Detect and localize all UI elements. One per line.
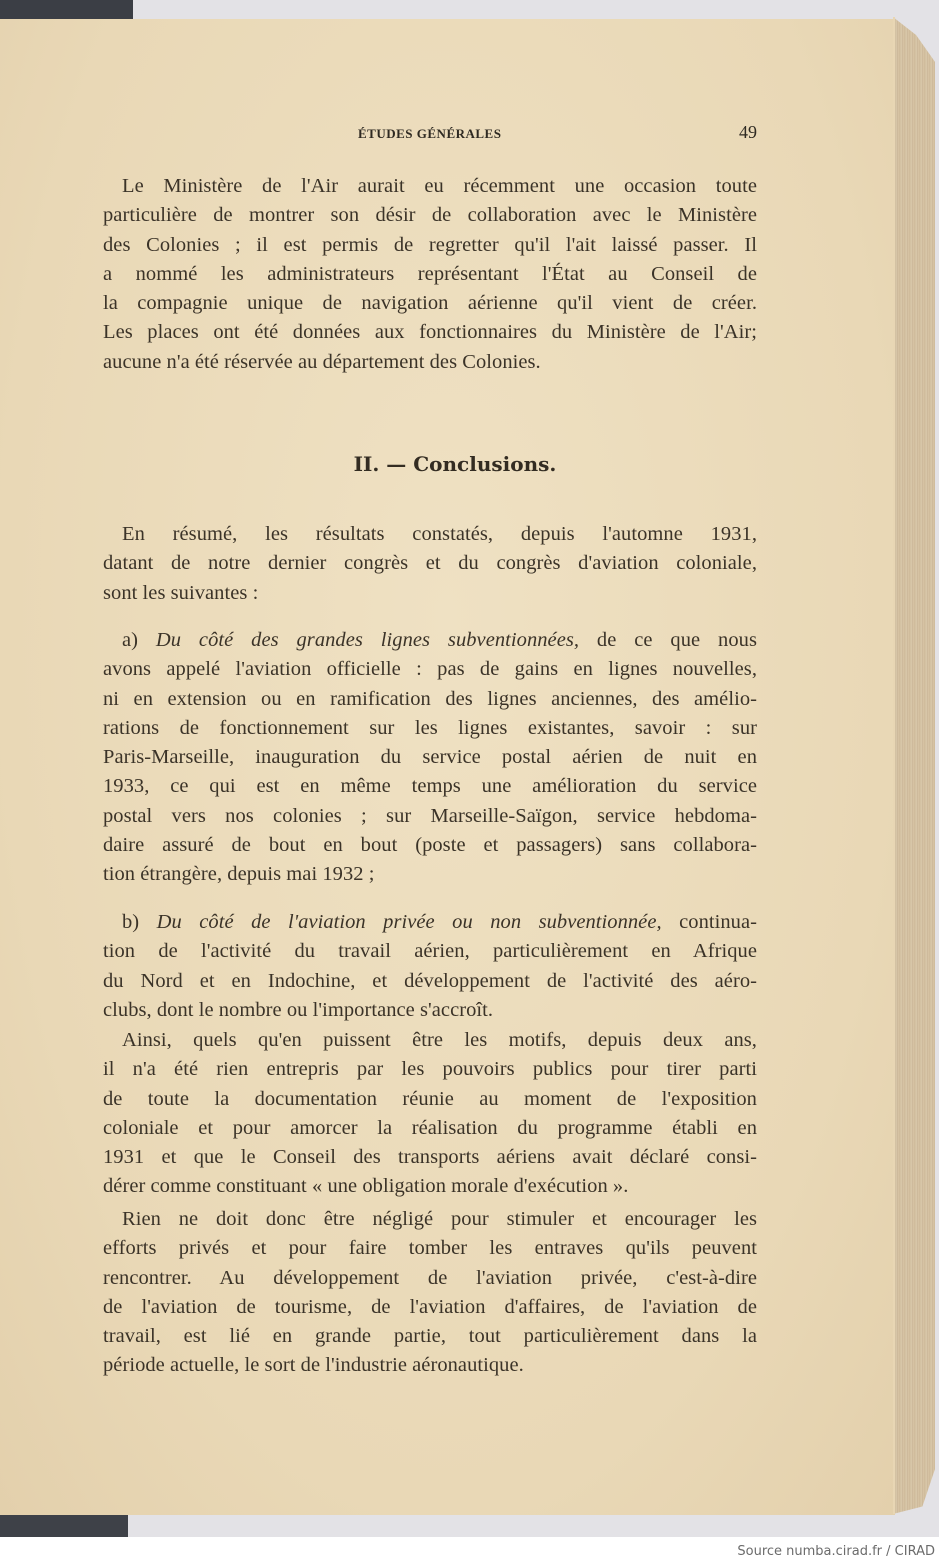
text-line bbox=[103, 626, 757, 655]
text-line: de toute la documentation réunie au moment de l'exposition bbox=[103, 1087, 757, 1110]
paragraph-ministere bbox=[103, 172, 757, 377]
text-run: de ce que nous bbox=[596, 629, 757, 651]
text-line: postal vers nos colonies ; sur Marseille-Saïgon, service hebdoma- bbox=[103, 804, 757, 827]
text-line: dérer comme constituant « une obligation morale d'exécution ». bbox=[103, 1175, 629, 1198]
text-line: tion de l'activité du travail aérien, particulièrement en Afrique bbox=[103, 940, 757, 963]
text-line: clubs, dont le nombre ou l'importance s'accroît. bbox=[103, 998, 494, 1021]
text-line: sont les suivantes : bbox=[103, 581, 259, 604]
text-line: ni en extension ou en ramification des lignes anciennes, des amélio- bbox=[103, 687, 757, 710]
text-line: Le Ministère de l'Air aurait eu récemment une occasion toute bbox=[122, 175, 757, 197]
paragraph-resume bbox=[103, 520, 757, 608]
text-line: Ainsi, quels qu'en puissent être les motifs, depuis deux ans, bbox=[122, 1029, 757, 1051]
text-line: travail, est lié en grande partie, tout particulièrement dans la bbox=[103, 1325, 757, 1348]
section-heading bbox=[103, 452, 757, 476]
paragraph-b-aviation-privee bbox=[103, 908, 757, 1025]
section-heading-text: II. — Conclusions. bbox=[353, 452, 557, 476]
text-line: 1931 et que le Conseil des transports aériens avait déclaré consi- bbox=[103, 1146, 757, 1169]
text-line: Rien ne doit donc être négligé pour stimuler et encourager les bbox=[122, 1208, 757, 1230]
page-edge-highlight bbox=[893, 17, 895, 1514]
text-line: daire assuré de bout en bout (poste et passagers) sans collabora- bbox=[103, 834, 757, 857]
text-run: continua- bbox=[679, 911, 758, 933]
text-line: rencontrer. Au développement de l'aviation privée, c'est-à-dire bbox=[103, 1266, 757, 1289]
paragraph-rien bbox=[103, 1205, 757, 1381]
text-line: Paris-Marseille, inauguration du service postal aérien de nuit en bbox=[103, 746, 757, 769]
running-head bbox=[103, 122, 757, 146]
text-line: de l'aviation de tourisme, de l'aviation d'affaires, de l'aviation de bbox=[103, 1295, 757, 1318]
paragraph-ainsi bbox=[103, 1026, 757, 1202]
text-line: période actuelle, le sort de l'industrie aéronautique. bbox=[103, 1354, 524, 1377]
italic-lead: Du côté de l'aviation privée ou non subventionnée, bbox=[156, 911, 662, 933]
item-label: b) bbox=[122, 911, 140, 933]
text-line: la compagnie unique de navigation aérienne qu'il vient de créer. bbox=[103, 292, 757, 315]
text-line: En résumé, les résultats constatés, depuis l'automne 1931, bbox=[122, 523, 757, 545]
page-stack-edge bbox=[893, 17, 935, 1514]
scanner-bed-top bbox=[0, 0, 133, 20]
item-label: a) bbox=[122, 629, 139, 651]
text-line: datant de notre dernier congrès et du congrès d'aviation coloniale, bbox=[103, 552, 757, 575]
text-line: a nommé les administrateurs représentant l'État au Conseil de bbox=[103, 262, 757, 285]
text-line: tion étrangère, depuis mai 1932 ; bbox=[103, 863, 375, 886]
text-line: aucune n'a été réservée au département des Colonies. bbox=[103, 350, 541, 373]
paragraph-a-grandes-lignes bbox=[103, 626, 757, 890]
source-caption: Source numba.cirad.fr / CIRAD bbox=[737, 1544, 935, 1559]
text-line: 1933, ce qui est en même temps une amélioration du service bbox=[103, 775, 757, 798]
text-line: coloniale et pour amorcer la réalisation du programme établi en bbox=[103, 1116, 757, 1139]
text-line: particulière de montrer son désir de collaboration avec le Ministère bbox=[103, 204, 757, 227]
text-line: des Colonies ; il est permis de regretter qu'il l'ait laissé passer. Il bbox=[103, 233, 757, 256]
scanner-bed-bottom bbox=[0, 1514, 128, 1537]
text-line: Les places ont été données aux fonctionnaires du Ministère de l'Air; bbox=[103, 321, 757, 344]
text-line: il n'a été rien entrepris par les pouvoirs publics pour tirer parti bbox=[103, 1058, 757, 1081]
running-title: ÉTUDES GÉNÉRALES bbox=[358, 126, 502, 141]
page-number: 49 bbox=[739, 122, 757, 142]
italic-lead: Du côté des grandes lignes subventionnées, bbox=[155, 629, 580, 651]
text-line bbox=[103, 908, 757, 937]
text-line: du Nord et en Indochine, et développement de l'activité des aéro- bbox=[103, 969, 757, 992]
text-line: rations de fonctionnement sur les lignes existantes, savoir : sur bbox=[103, 716, 757, 739]
text-line: efforts privés et pour faire tomber les entraves qu'ils peuvent bbox=[103, 1237, 757, 1260]
text-line: avons appelé l'aviation officielle : pas de gains en lignes nouvelles, bbox=[103, 658, 757, 681]
